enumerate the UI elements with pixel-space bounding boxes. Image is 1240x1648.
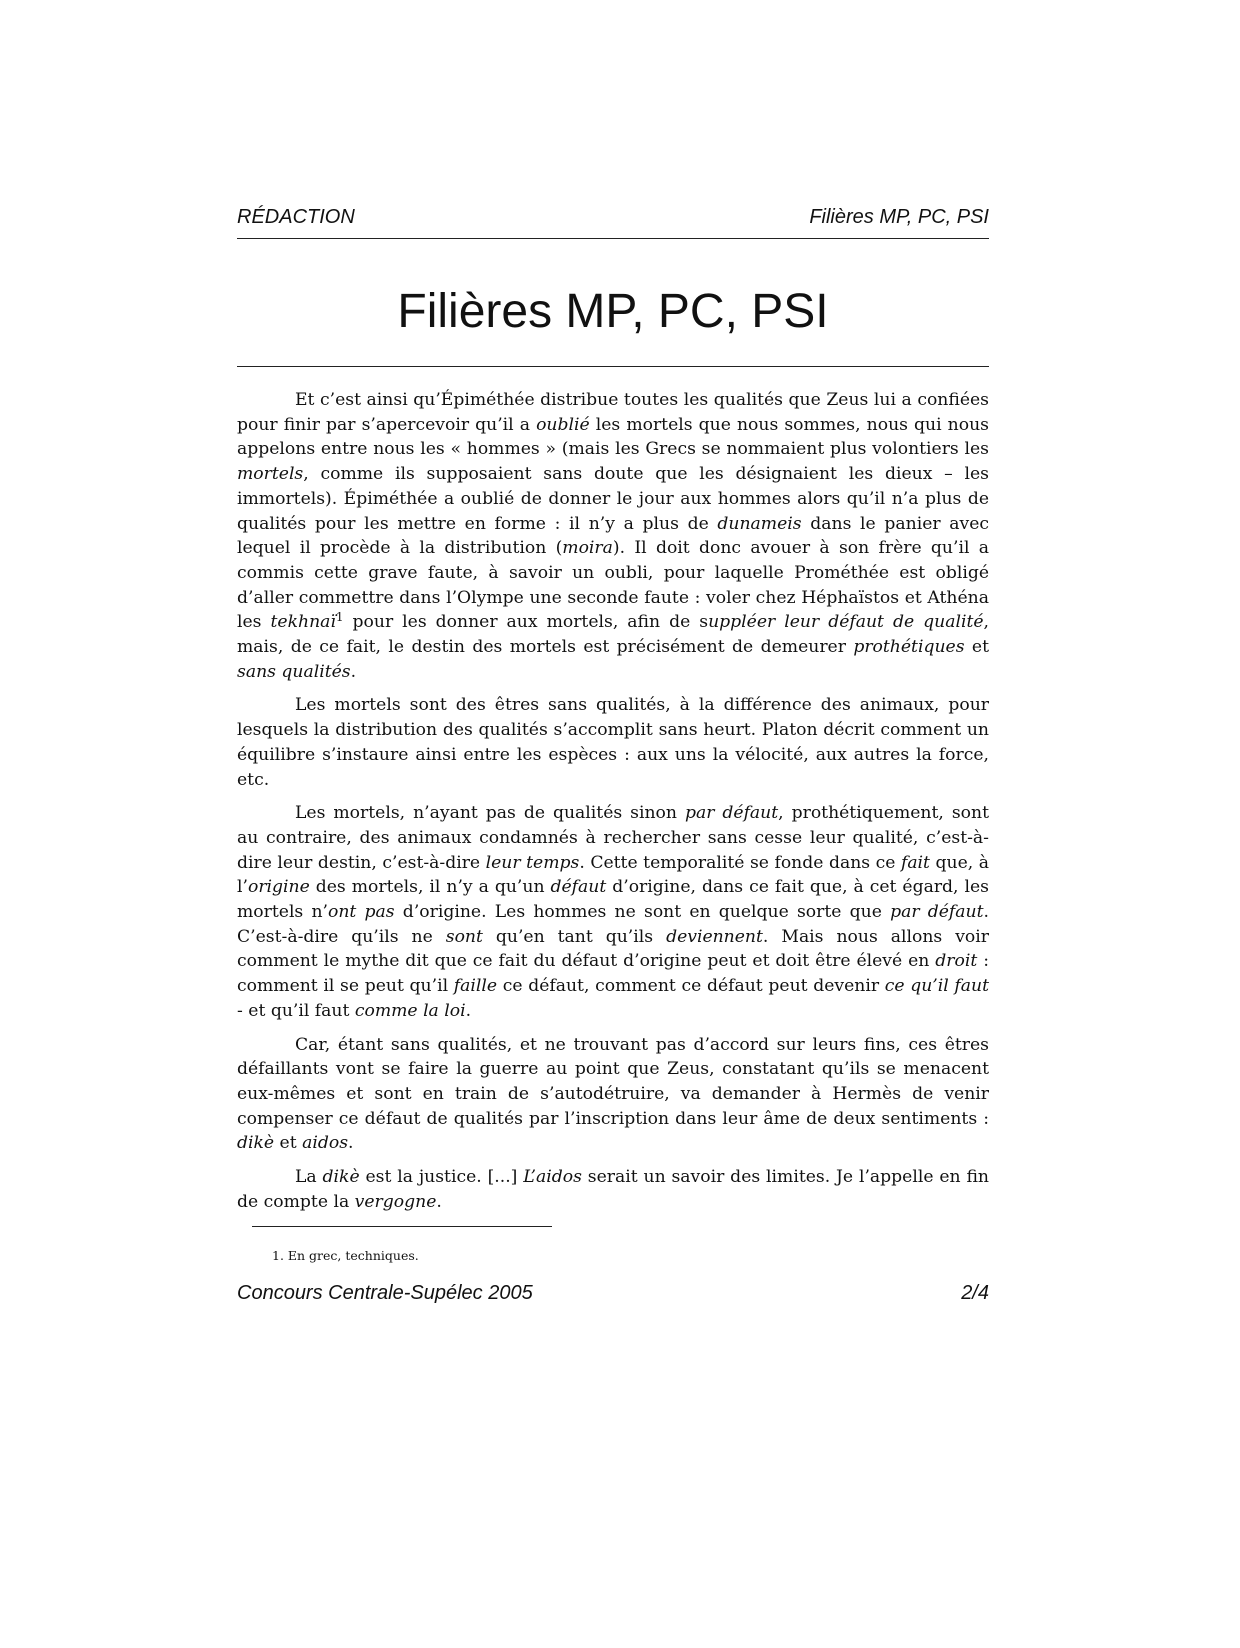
text-run: qu’en tant qu’ils [482, 926, 667, 947]
text-run: dans le panier avec lequel il procède à la distribution ( [237, 513, 989, 559]
text-run: . Cette temporalité se fonde dans ce [579, 852, 901, 873]
text-run: serait un savoir des limites. Je l’appelle en fin de compte la [237, 1167, 990, 1212]
emphasis: origine [247, 877, 310, 898]
emphasis: uppléer leur défaut de qualité [708, 612, 984, 633]
text-run: d’origine. Les hommes ne sont en quelque sorte que [394, 902, 891, 923]
emphasis: ce qu’il faut [884, 976, 989, 997]
text-run: des mortels, il n’y a qu’un [309, 877, 551, 898]
text-run: pour les donner aux mortels, afin de s [343, 612, 709, 633]
emphasis: deviennent [666, 926, 763, 947]
text-run: est la justice. [...] [359, 1167, 524, 1188]
paragraph-4 [237, 1033, 989, 1157]
header-rule [237, 238, 989, 239]
emphasis: ont pas [328, 902, 395, 923]
emphasis: comme la loi [354, 1000, 466, 1021]
header-track-label: Filières MP, PC, PSI [809, 206, 989, 228]
page-number: 2/4 [961, 1282, 989, 1304]
text-run: , prothétiquement, sont au contraire, des animaux condamnés à rechercher sans cesse leur qualité, c’est-à-dire leur destin, c’est-à-dire [237, 803, 989, 873]
text-run: . C’est-à-dire qu’ils ne [237, 902, 989, 947]
emphasis: fait [900, 852, 930, 873]
emphasis: sans qualités [237, 661, 351, 682]
page-title: Filières MP, PC, PSI [397, 285, 829, 339]
paragraph-5 [237, 1165, 989, 1214]
text-run: , comme ils supposaient sans doute que les désignaient les dieux – les immortels). Épiméthée a oublié de donner le jour aux hommes alors qu’il n’a plus de qualités pour les mettre en forme : il n’y a plus de [237, 464, 989, 534]
emphasis: L’aidos [523, 1167, 582, 1188]
footnote: 1. En grec, techniques. [272, 1248, 419, 1263]
text-run: . [465, 1000, 472, 1021]
text-run: , mais, de ce fait, le destin des mortels est précisément de demeurer [237, 612, 989, 658]
running-header [237, 206, 989, 229]
text-run: . Mais nous allons voir comment le mythe dit que ce fait du défaut d’origine peut et doit être élevé en [237, 926, 989, 972]
running-footer [237, 1282, 989, 1305]
emphasis: vergogne [354, 1191, 437, 1212]
emphasis: sont [445, 926, 483, 947]
text-run: Les mortels, n’ayant pas de qualités sinon [295, 803, 685, 824]
paragraph-1 [237, 388, 989, 684]
text-run: ce défaut, comment ce défaut peut devenir [497, 976, 885, 997]
emphasis: défaut [550, 877, 607, 898]
text-run: Et c’est ainsi qu’Épiméthée distribue toutes les qualités que Zeus lui a confiées pour finir par s’apercevoir qu’il a [237, 390, 989, 435]
emphasis: dunameis [717, 513, 802, 534]
title-rule [237, 366, 989, 367]
text-run: et [964, 637, 989, 658]
body-text [237, 388, 989, 1224]
header-section-label: RÉDACTION [237, 206, 355, 228]
text-run: : comment il se peut qu’il [237, 951, 989, 997]
text-run: et [274, 1133, 303, 1154]
emphasis: droit [935, 951, 978, 972]
text-run: d’origine, dans ce fait que, à cet égard, les mortels n’ [237, 877, 989, 923]
emphasis: mortels [237, 464, 304, 485]
emphasis: oublié [536, 414, 590, 435]
text-run: Car, étant sans qualités, et ne trouvant pas d’accord sur leurs fins, ces êtres défaillants vont se faire la guerre au point que Zeus, constatant qu’ils se menacent eux-mêmes et sont en train de s’autodétruire, va demander à Hermès de venir compenser ce défaut de qualités par l’inscription dans leur âme de deux sentiments : [237, 1034, 989, 1129]
footer-exam-label: Concours Centrale-Supélec 2005 [237, 1282, 533, 1304]
emphasis: dikè [322, 1167, 360, 1188]
text-run: . [348, 1133, 354, 1154]
emphasis: par défaut [684, 803, 779, 824]
text-run: Les mortels sont des êtres sans qualités, à la différence des animaux, pour lesquels la distribution des qualités s’accomplit sans heurt. Platon décrit comment un équilibre s’instaure ainsi entre les espèces : aux uns la vélocité, aux autres la force, etc. [237, 695, 989, 790]
text-run: que, à l’ [237, 852, 989, 898]
emphasis: faille [453, 976, 498, 997]
footnote-marker: 1 [335, 610, 344, 625]
paragraph-3 [237, 801, 989, 1023]
emphasis: moira [562, 538, 613, 559]
text-run: ). Il doit donc avouer à son frère qu’il a commis cette grave faute, à savoir un oubli, pour laquelle Prométhée est obligé d’aller commettre dans l’Olympe une seconde faute : voler chez Héphaïstos et Athéna les [237, 538, 990, 633]
text-run: - et qu’il faut [237, 1000, 355, 1021]
paragraph-2 [237, 693, 989, 792]
emphasis: par défaut [890, 902, 984, 923]
emphasis: dikè [237, 1133, 275, 1154]
text-run: La [295, 1167, 323, 1188]
text-run: . [436, 1191, 442, 1212]
text-run: les mortels que nous sommes, nous qui nous appelons entre nous les « hommes » (mais les Grecs se nommaient plus volontiers les [237, 414, 989, 460]
footnote-rule [252, 1226, 552, 1227]
emphasis: tekhnaï [270, 612, 336, 633]
text-run: . [350, 661, 357, 682]
emphasis: prothétiques [853, 637, 965, 658]
emphasis: leur temps [485, 852, 580, 873]
emphasis: aidos [302, 1133, 349, 1154]
